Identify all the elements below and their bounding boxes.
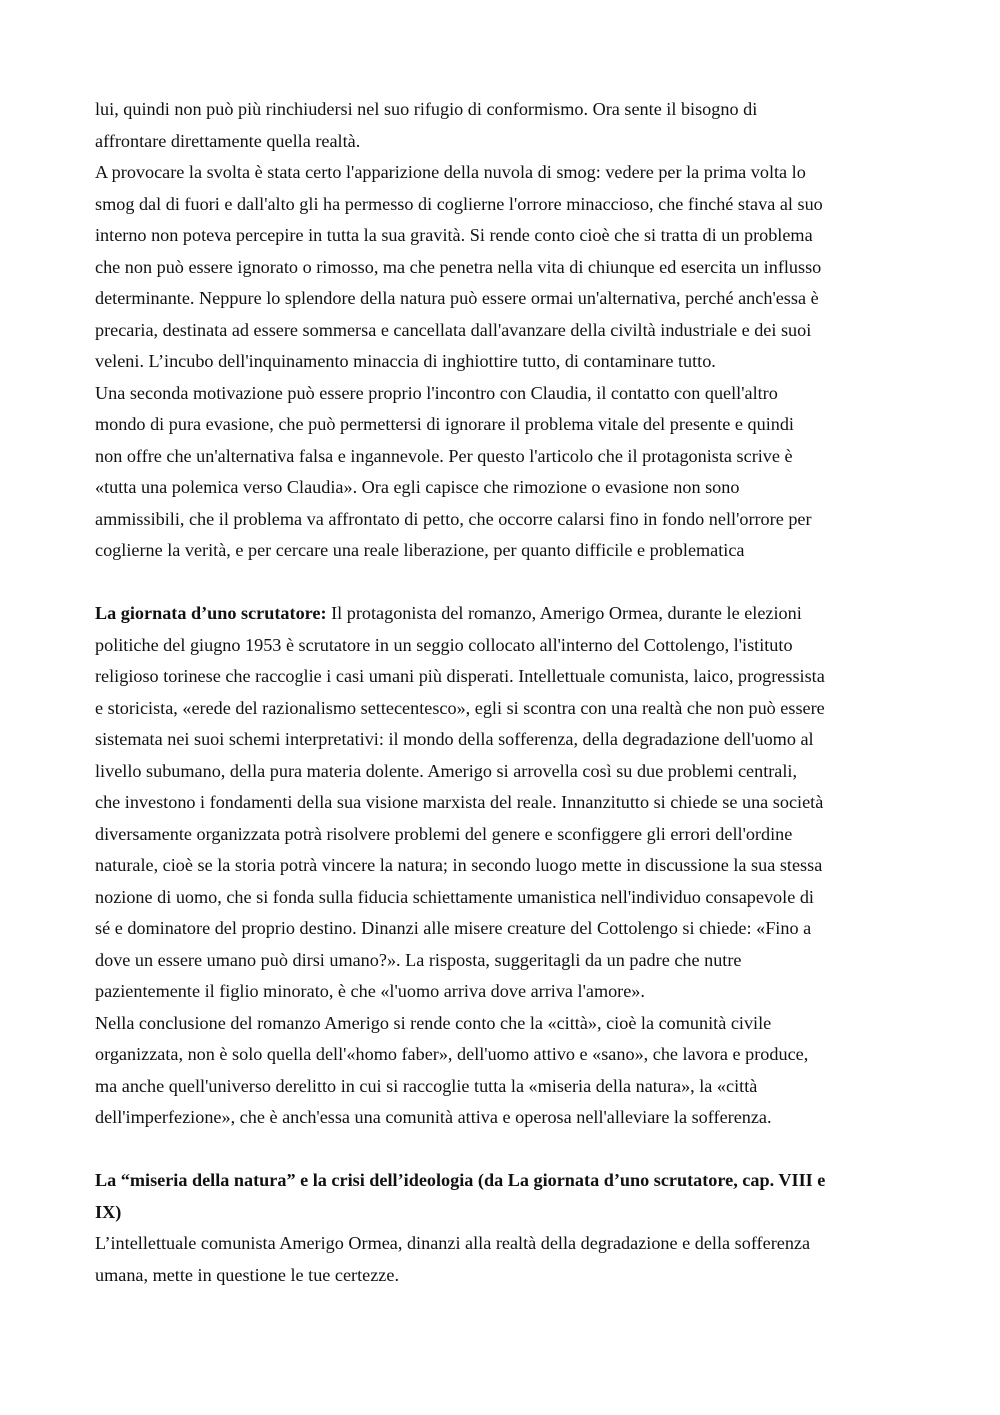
section-heading-line-2: IX) xyxy=(95,1201,122,1222)
text-line: naturale, cioè se la storia potrà vincere la natura; in secondo luogo mette in discussione la sua stessa xyxy=(95,855,823,875)
text-line: diversamente organizzata potrà risolvere problemi del genere e sconfiggere gli errori dell'ordine xyxy=(95,823,793,844)
text-line: dove un essere umano può dirsi umano?». La risposta, suggeritagli da un padre che nutre xyxy=(95,949,742,970)
text-line: interno non poteva percepire in tutta la sua gravità. Si rende conto cioè che si tratta di un problema xyxy=(95,225,813,245)
text-line: Una seconda motivazione può essere proprio l'incontro con Claudia, il contatto con quell'altro xyxy=(95,382,778,403)
text-line: pazientemente il figlio minorato, è che «l'uomo arriva dove arriva l'amore». xyxy=(95,981,645,1001)
intro-paragraphs xyxy=(95,94,915,567)
text-line: non offre che un'alternativa falsa e ingannevole. Per questo l'articolo che il protagonista scrive è xyxy=(95,445,793,466)
paragraph-spacer xyxy=(95,1134,915,1166)
text-line: A provocare la svolta è stata certo l'apparizione della nuvola di smog: vedere per la prima volta lo xyxy=(95,162,806,182)
text-line xyxy=(95,598,915,630)
text-line: determinante. Neppure lo splendore della natura può essere ormai un'alternativa, perché anch'essa è xyxy=(95,288,819,308)
text-line: dell'imperfezione», che è anch'essa una comunità attiva e operosa nell'alleviare la sofferenza. xyxy=(95,1107,772,1127)
section-heading xyxy=(95,1197,915,1229)
section-giornata-scrutatore xyxy=(95,598,915,1134)
text-line: sistemata nei suoi schemi interpretativi: il mondo della sofferenza, della degradazione dell'uomo al xyxy=(95,729,814,749)
text-line: veleni. L’incubo dell'inquinamento minaccia di inghiottire tutto, di contaminare tutto. xyxy=(95,351,716,371)
heading-continuation: Il protagonista del romanzo, Amerigo Ormea, durante le elezioni xyxy=(326,603,802,623)
text-line: che investono i fondamenti della sua visione marxista del reale. Innanzitutto si chiede se una società xyxy=(95,792,824,812)
text-line: «tutta una polemica verso Claudia». Ora egli capisce che rimozione o evasione non sono xyxy=(95,477,740,497)
text-line: ammissibili, che il problema va affrontato di petto, che occorre calarsi fino in fondo nell'orrore per xyxy=(95,508,812,529)
text-line: sé e dominatore del proprio destino. Dinanzi alle misere creature del Cottolengo si chiede: «Fino a xyxy=(95,918,812,938)
text-line: coglierne la verità, e per cercare una reale liberazione, per quanto difficile e problematica xyxy=(95,540,745,560)
text-line: affrontare direttamente quella realtà. xyxy=(95,130,361,151)
text-line: precaria, destinata ad essere sommersa e cancellata dall'avanzare della civiltà industriale e dei suoi xyxy=(95,319,812,340)
section-miseria-natura xyxy=(95,1165,915,1291)
text-line: religioso torinese che raccoglie i casi umani più disperati. Intellettuale comunista, laico, progressista xyxy=(95,666,825,686)
text-line: e storicista, «erede del razionalismo settecentesco», egli si scontra con una realtà che non può essere xyxy=(95,697,825,718)
text-line: politiche del giugno 1953 è scrutatore in un seggio collocato all'interno del Cottolengo, l'istituto xyxy=(95,634,793,655)
section-heading: La giornata d’uno scrutatore: xyxy=(95,603,327,623)
text-line: che non può essere ignorato o rimosso, ma che penetra nella vita di chiunque ed esercita un influsso xyxy=(95,256,822,277)
paragraph-spacer xyxy=(95,567,915,599)
text-line: smog dal di fuori e dall'alto gli ha permesso di coglierne l'orrore minaccioso, che finché stava al suo xyxy=(95,193,823,214)
text-line: lui, quindi non può più rinchiudersi nel suo rifugio di conformismo. Ora sente il bisogno di xyxy=(95,99,758,119)
text-line: Nella conclusione del romanzo Amerigo si rende conto che la «città», cioè la comunità civile xyxy=(95,1012,772,1033)
document-body xyxy=(95,94,915,1291)
text-line: ma anche quell'universo derelitto in cui si raccoglie tutta la «miseria della natura», la «città xyxy=(95,1075,758,1096)
text-line: organizzata, non è solo quella dell'«homo faber», dell'uomo attivo e «sano», che lavora e produce, xyxy=(95,1044,809,1064)
text-line: livello subumano, della pura materia dolente. Amerigo si arrovella così su due problemi centrali, xyxy=(95,760,798,781)
section-heading xyxy=(95,1165,915,1197)
text-line: nozione di uomo, che si fonda sulla fiducia schiettamente umanistica nell'individuo consapevole di xyxy=(95,886,814,907)
text-line: umana, mette in questione le tue certezze. xyxy=(95,1264,399,1285)
text-line: L’intellettuale comunista Amerigo Ormea, dinanzi alla realtà della degradazione e della sofferenza xyxy=(95,1233,811,1253)
section-heading-line-1: La “miseria della natura” e la crisi dell’ideologia (da La giornata d’uno scrutatore, cap. VIII e xyxy=(95,1170,826,1190)
text-line: mondo di pura evasione, che può permettersi di ignorare il problema vitale del presente e quindi xyxy=(95,414,794,434)
